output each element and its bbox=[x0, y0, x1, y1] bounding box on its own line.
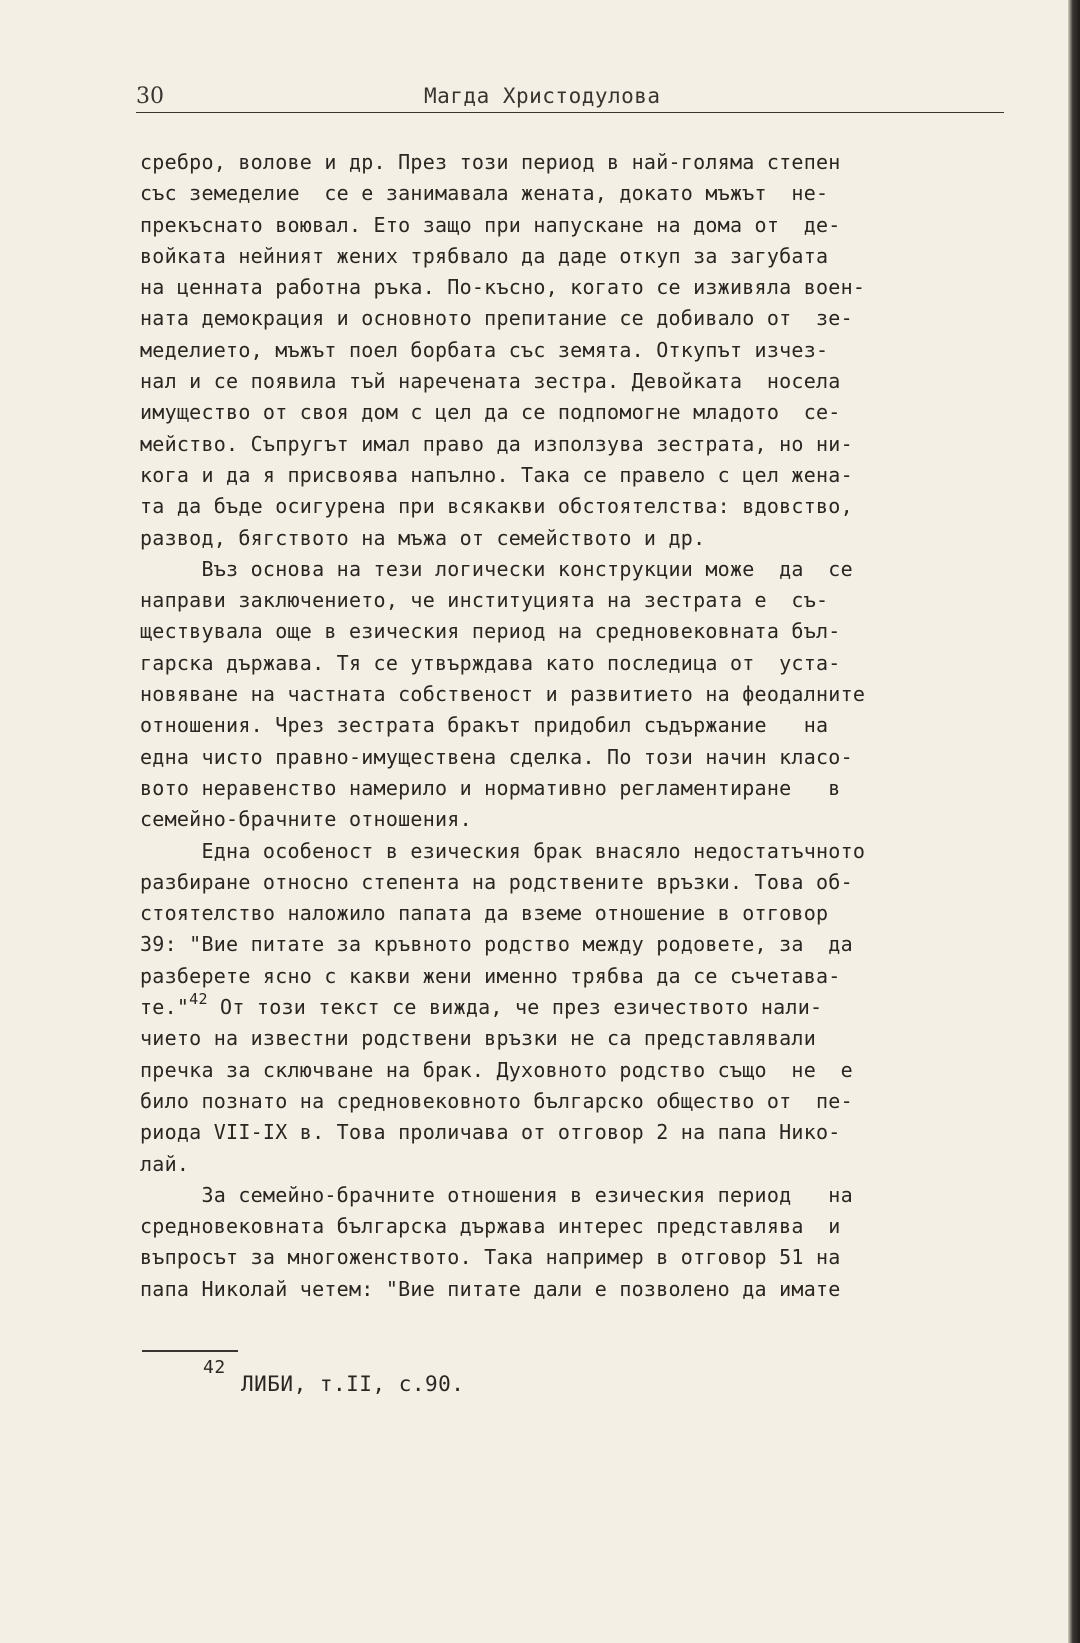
text-line: развод, бягството на мъжа от семейството и др. bbox=[140, 525, 706, 550]
text-line: една чисто правно-имуществена сделка. По този начин класо- bbox=[140, 744, 853, 769]
page-edge-shadow bbox=[1068, 0, 1080, 1643]
text-line: сребро, волове и др. През този период в най-голяма степен bbox=[140, 150, 841, 174]
text-line: мейство. Съпругът имал право да използува зестрата, но ни- bbox=[140, 431, 853, 456]
text-line: та да бъде осигурена при всякакви обстоятелства: вдовство, bbox=[140, 494, 853, 519]
text-line: на ценната работна ръка. По-късно, когато се изживяла воен- bbox=[140, 275, 866, 300]
text-line: войката нейният жених трябвало да даде откуп за загубата bbox=[140, 243, 829, 268]
text-line: разберете ясно с какви жени именно трябва да се съчетава- bbox=[140, 963, 841, 988]
text-line: семейно-брачните отношения. bbox=[140, 807, 472, 832]
text-line: чието на известни родствени връзки не са представлявали bbox=[140, 1026, 817, 1051]
text-line: нал и се появила тъй наречената зестра. Девойката носела bbox=[140, 369, 841, 394]
text-line: имущество от своя дом с цел да се подпомогне младото се- bbox=[140, 400, 841, 425]
text-line: Една особеност в езическия брак внасяло недостатъчното bbox=[140, 838, 866, 863]
text-line: За семейно-брачните отношения в езическия период на bbox=[140, 1182, 853, 1207]
text-line: средновековната българска държава интерес представлява и bbox=[140, 1214, 841, 1239]
text-line: новяване на частната собственост и развитието на феодалните bbox=[140, 682, 866, 707]
text-line: разбиране относно степента на родствените връзки. Това об- bbox=[140, 869, 853, 894]
footnote-reference: 42 bbox=[189, 992, 208, 1009]
text-fragment: те." bbox=[140, 995, 190, 1020]
text-line: било познато на средновековното българско общество от пе- bbox=[140, 1088, 853, 1113]
footnote-mark: 42 bbox=[203, 1357, 226, 1378]
footnote bbox=[203, 1357, 465, 1456]
text-line: гарска държава. Тя се утвърждава като последица от уста- bbox=[140, 650, 841, 675]
footnote-divider bbox=[142, 1350, 238, 1352]
page-header bbox=[136, 84, 1004, 113]
text-line: стоятелство наложило папата да вземе отношение в отговор bbox=[140, 901, 829, 926]
text-fragment: От този текст се вижда, че през езичеството нали- bbox=[207, 995, 823, 1020]
footnote-text: ЛИБИ, т.II, с.90. bbox=[241, 1372, 465, 1396]
text-line: папа Николай четем: "Вие питате дали е позволено да имате bbox=[140, 1276, 841, 1301]
text-line: кога и да я присвоява напълно. Така се правело с цел жена- bbox=[140, 462, 853, 487]
page-number: 30 bbox=[136, 84, 164, 109]
text-line: отношения. Чрез зестрата бракът придобил съдържание на bbox=[140, 713, 829, 738]
text-line: направи заключението, че институцията на зестрата е съ- bbox=[140, 588, 829, 613]
text-line: пречка за сключване на брак. Духовното родство също не е bbox=[140, 1057, 853, 1082]
text-line: въпросът за многоженството. Така например в отговор 51 на bbox=[140, 1245, 841, 1270]
text-line: със земеделие се е занимавала жената, докато мъжът не- bbox=[140, 181, 829, 206]
text-line: ществувала още в езическия период на средновековната бъл- bbox=[140, 619, 841, 644]
text-line: прекъснато воювал. Ето защо при напускане на дома от де- bbox=[140, 212, 841, 237]
text-line: ната демокрация и основното препитание се добивало от зе- bbox=[140, 306, 853, 331]
body-text bbox=[140, 147, 1002, 1305]
text-line: 39: "Вие питате за кръвното родство между родовете, за да bbox=[140, 932, 853, 957]
text-line: лай. bbox=[140, 1151, 190, 1176]
text-line-with-footnote-ref bbox=[140, 992, 1002, 1023]
text-line: риода VII-IX в. Това проличава от отговор 2 на папа Нико- bbox=[140, 1120, 841, 1145]
text-line: меделието, мъжът поел борбата със земята. Откупът изчез- bbox=[140, 337, 829, 362]
text-line: вото неравенство намерило и нормативно регламентиране в bbox=[140, 775, 841, 800]
running-head: Магда Христодулова bbox=[424, 84, 661, 108]
text-line: Въз основа на тези логически конструкции може да се bbox=[140, 556, 853, 581]
